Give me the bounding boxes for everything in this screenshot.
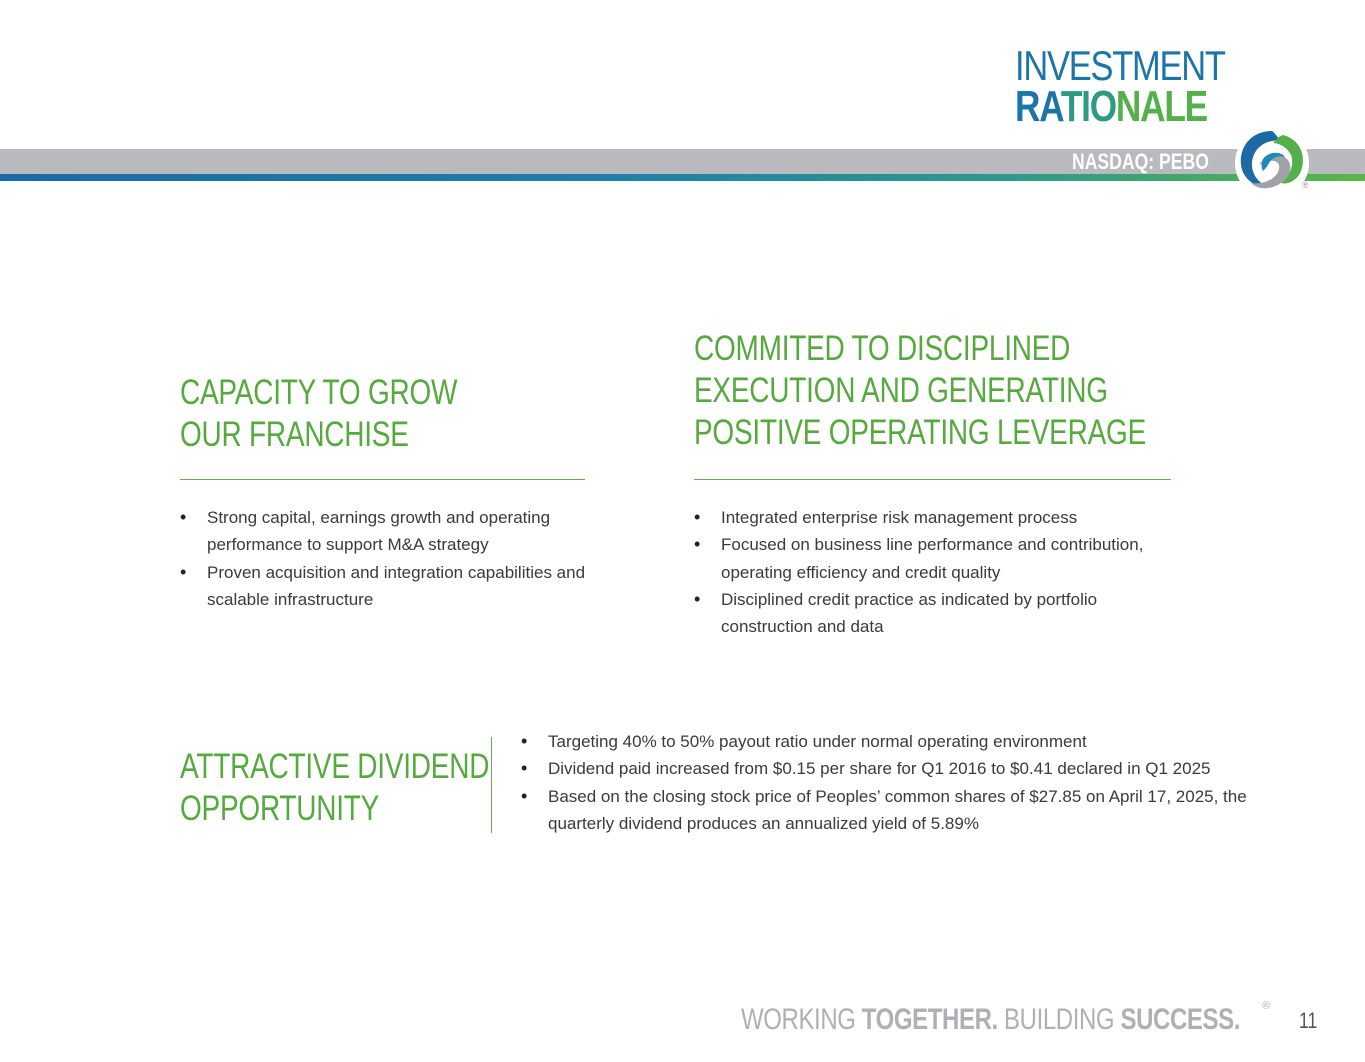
header-title-line2-part1: RA xyxy=(1015,82,1061,131)
footer-registered-mark: ® xyxy=(1262,1000,1271,1012)
page-number: 11 xyxy=(1299,1008,1318,1033)
list-item: • Integrated enterprise risk management process xyxy=(694,504,1184,531)
list-item: • Targeting 40% to 50% payout ratio under normal operating environment xyxy=(521,728,1266,755)
dividend-title-line2: OPPORTUNITY xyxy=(180,789,380,828)
header-title-line2-part2: TIO xyxy=(1060,82,1116,131)
committed-bullet-list xyxy=(694,504,1184,640)
capacity-section-title xyxy=(180,372,457,456)
committed-title-line1: COMMITED TO DISCIPLINED xyxy=(694,329,1071,368)
footer-tagline xyxy=(741,1003,1240,1037)
list-item: • Strong capital, earnings growth and operating performance to support M&A strategy xyxy=(180,504,595,559)
capacity-title-line1: CAPACITY TO GROW xyxy=(180,373,458,412)
tagline-part2: TOGETHER. xyxy=(861,1003,998,1036)
list-item: • Disciplined credit practice as indicated by portfolio construction and data xyxy=(694,586,1184,641)
logo-registered-mark: ® xyxy=(1302,180,1309,190)
capacity-bullet-list xyxy=(180,504,595,613)
list-item: • Proven acquisition and integration capabilities and scalable infrastructure xyxy=(180,559,595,614)
header-title-line1: INVESTMENT xyxy=(1015,42,1225,89)
dividend-vertical-divider xyxy=(491,737,492,833)
stock-ticker: NASDAQ: PEBO xyxy=(1072,149,1209,174)
capacity-title-line2: OUR FRANCHISE xyxy=(180,415,409,454)
tagline-part3: BUILDING xyxy=(997,1003,1121,1036)
committed-title-line2: EXECUTION AND GENERATING xyxy=(694,371,1108,410)
dividend-title-line1: ATTRACTIVE DIVIDEND xyxy=(180,747,490,786)
committed-title-line3: POSITIVE OPERATING LEVERAGE xyxy=(694,413,1147,452)
dividend-section-title xyxy=(180,746,489,830)
list-item: • Focused on business line performance and contribution, operating efficiency and credit quality xyxy=(694,531,1184,586)
page-header-title xyxy=(1015,42,1225,131)
list-item: • Based on the closing stock price of Peoples’ common shares of $27.85 on April 17, 2025, the quarterly dividend produces an annualized yield of 5.89% xyxy=(521,783,1266,838)
committed-section-title xyxy=(694,328,1146,454)
capacity-divider xyxy=(180,479,585,480)
tagline-part4: SUCCESS. xyxy=(1120,1003,1240,1036)
header-title-line2-part3: NALE xyxy=(1115,82,1207,131)
committed-divider xyxy=(694,479,1171,480)
list-item: • Dividend paid increased from $0.15 per share for Q1 2016 to $0.41 declared in Q1 2025 xyxy=(521,755,1266,782)
dividend-bullet-list xyxy=(521,728,1266,837)
header-gradient-band xyxy=(0,174,1365,181)
header-title-line2 xyxy=(1015,82,1207,131)
tagline-part1: WORKING xyxy=(741,1003,862,1036)
